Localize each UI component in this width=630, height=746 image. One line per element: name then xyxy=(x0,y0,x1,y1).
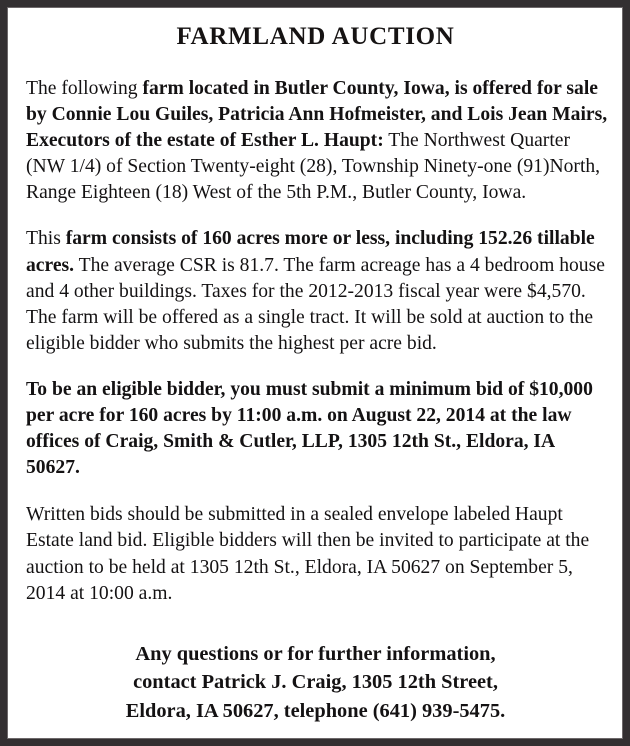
contact-information-block xyxy=(20,640,611,725)
details-lead-text: This xyxy=(26,228,66,250)
contact-line-1: Any questions or for further information, xyxy=(135,642,496,665)
submission-text: Written bids should be submitted in a sealed envelope labeled Haupt Estate land bid. Eligible bidders will then be invited to participate at the auction to be held at 1305 12th St., Eldora, IA 50627 on September 5, 2014 at 10:00 a.m. xyxy=(26,504,590,604)
paragraph-farm-details xyxy=(20,226,611,356)
contact-line-3: Eldora, IA 50627, telephone (641) 939-5475. xyxy=(125,699,506,722)
page-title: FARMLAND AUCTION xyxy=(176,23,455,50)
paragraph-intro xyxy=(20,76,611,206)
details-bold-text: farm consists of 160 acres more or less, including 152.26 tillable acres. xyxy=(26,228,595,276)
contact-line-2: contact Patrick J. Craig, 1305 12th Street, xyxy=(133,671,498,694)
intro-bold-text: farm located in Butler County, Iowa, is offered for sale by Connie Lou Guiles, Patricia Ann Hofmeister, and Lois Jean Mairs, Executors of the estate of Esther L. Haupt: xyxy=(26,78,608,152)
bid-requirements-bold-text: To be an eligible bidder, you must submit a minimum bid of $10,000 per acre for 160 acres by 11:00 a.m. on August 22, 2014 at the law offices of Craig, Smith & Cutler, LLP, 1305 12th St., Eldora, IA 50627. xyxy=(26,378,593,479)
intro-legal-description: The Northwest Quarter (NW 1/4) of Section Twenty-eight (28), Township Ninety-one (91)North, Range Eighteen (18) West of the 5th P.M., Butler County, Iowa. xyxy=(26,130,601,204)
details-tail-text: The average CSR is 81.7. The farm acreage has a 4 bedroom house and 4 other buildings. Taxes for the 2012-2013 fiscal year were $4,570. The farm will be offered as a single tract. It will be sold at auction to the eligible bidder who submits the highest per acre bid. xyxy=(26,254,605,354)
auction-advertisement-body xyxy=(20,22,611,738)
paragraph-bid-submission xyxy=(20,502,611,606)
intro-lead-text: The following xyxy=(26,78,143,99)
paragraph-bid-requirements xyxy=(20,377,611,481)
